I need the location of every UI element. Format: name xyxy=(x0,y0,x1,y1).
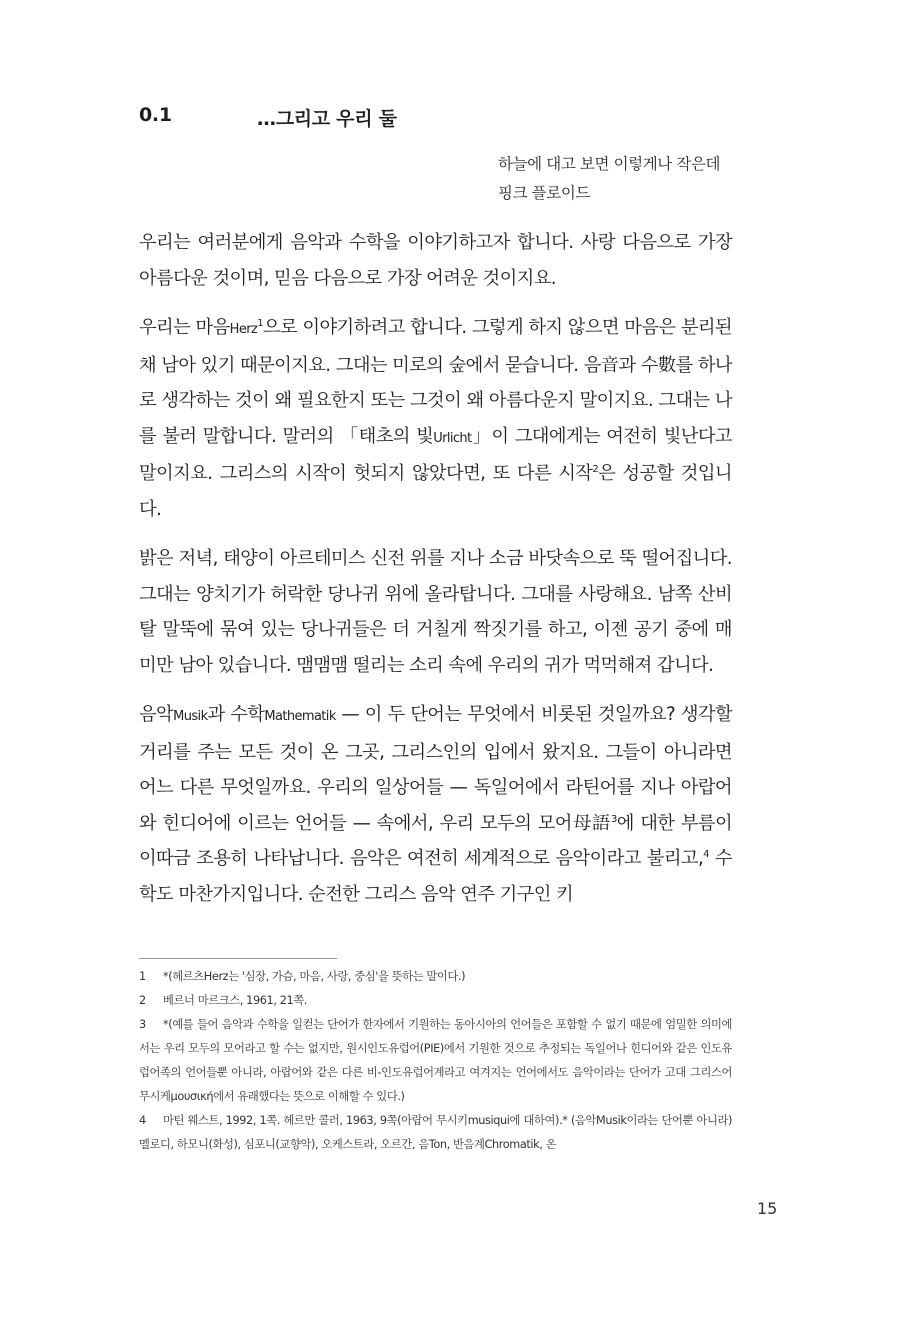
paragraph-4: 음악Musik과 수학Mathematik — 이 두 단어는 무엇에서 비롯된 것일까요? 생각할 거리를 주는 모든 것이 온 그곳, 그리스인의 입에서 왔지요. 그들이 아니라면 어느 다른 무엇일까요. 우리의 일상어들 — 독일어에서 라틴어를 지나 아랍어와 힌디어에 이르는 언어들 — 속에서, 우리 모두의 모어母語$^3$에 대한 부름이 이따금 조용히 나타납니다. 음악은 여전히 세계적으로 음악이라고 불리고,$^4$ 수학도 마찬가지입니다. 순전한 그리스 음악 연주 기구인 키 xyxy=(139,704,733,905)
footnote-2: 2 베르너 마르크스, 1961, 21쪽. xyxy=(139,994,307,1007)
footnote-ref-2: 2 xyxy=(592,463,599,475)
epigraph xyxy=(498,150,738,208)
epigraph-quote: 하늘에 대고 보면 이렇게나 작은데 xyxy=(498,155,721,173)
body-text xyxy=(139,225,732,926)
paragraph-1: 우리는 여러분에게 음악과 수학을 이야기하고자 합니다. 사랑 다음으로 가장 아름다운 것이며, 믿음 다음으로 가장 어려운 것이지요. xyxy=(139,232,732,289)
footnote-3: 3 *(예를 들어 음악과 수학을 일컫는 단어가 한자에서 기원하는 동아시아의 언어들은 포함할 수 없기 때문에 엄밀한 의미에서는 우리 모두의 모어라고 할 수는 없지만, 원시인도유럽어(PIE)에서 기원한 것으로 추정되는 독일어나 힌디어와 같은 인도유럽어족의 언어들뿐 아니라, 아랍어와 같은 다른 비-인도유럽어계라고 여겨지는 언어에서도 음악이라는 단어가 고대 그리스어 무시케μουσική에서 유래했다는 뜻으로 이해할 수 있다.) xyxy=(139,1018,732,1103)
footnote-4: 4 마틴 웨스트, 1992, 1쪽. 헤르만 콜러, 1963, 9쪽(아랍어 무시키musiqui에 대하여).* (음악Musik이라는 단어뿐 아니라) 멜로디, 하모니(화성), 심포니(교향악), 오케스트라, 오르간, 음Ton, 반음계Chromatik, 온 xyxy=(139,1114,732,1151)
epigraph-attribution: 핑크 플로이드 xyxy=(498,184,590,202)
paragraph-3: 밝은 저녁, 태양이 아르테미스 신전 위를 지나 소금 바닷속으로 뚝 떨어집니다. 그대는 양치기가 허락한 당나귀 위에 올라탑니다. 그대를 사랑해요. 남쪽 산비탈 말뚝에 묶여 있는 당나귀들은 더 거칠게 짝짓기를 하고, 이젠 공기 중에 매미만 남아 있습니다. 맴맴맴 떨리는 소리 속에 우리의 귀가 먹먹해져 갑니다. xyxy=(139,548,732,676)
footnote-ref-4: 4 xyxy=(703,848,709,860)
section-number: 0.1 xyxy=(139,104,172,126)
footnote-1: 1 *(헤르츠Herz는 '심장, 가슴, 마음, 사랑, 중심'을 뜻하는 말이다.) xyxy=(139,970,466,983)
paragraph-2: 우리는 마음Herz$^1$으로 이야기하려고 합니다. 그렇게 하지 않으면 마음은 분리된 채 남아 있기 때문이지요. 그대는 미로의 숲에서 묻습니다. 음音과 수數를 하나로 생각하는 것이 왜 필요한지 또는 그것이 왜 아름다운지 말이지요. 그대는 나를 불러 말합니다. 말러의 「태초의 빛Urlicht」이 그대에게는 여전히 빛난다고 말이지요. 그리스의 시작이 헛되지 않았다면, 또 다른 시작$^2$은 성공할 것입니다. xyxy=(139,317,732,520)
section-title: …그리고 우리 둘 xyxy=(257,108,397,130)
page-number: 15 xyxy=(757,1199,778,1218)
footnote-ref-3: 3 xyxy=(610,813,617,825)
footnotes xyxy=(139,965,732,1157)
footnote-divider xyxy=(139,958,337,959)
footnote-ref-1: 1 xyxy=(257,317,263,329)
